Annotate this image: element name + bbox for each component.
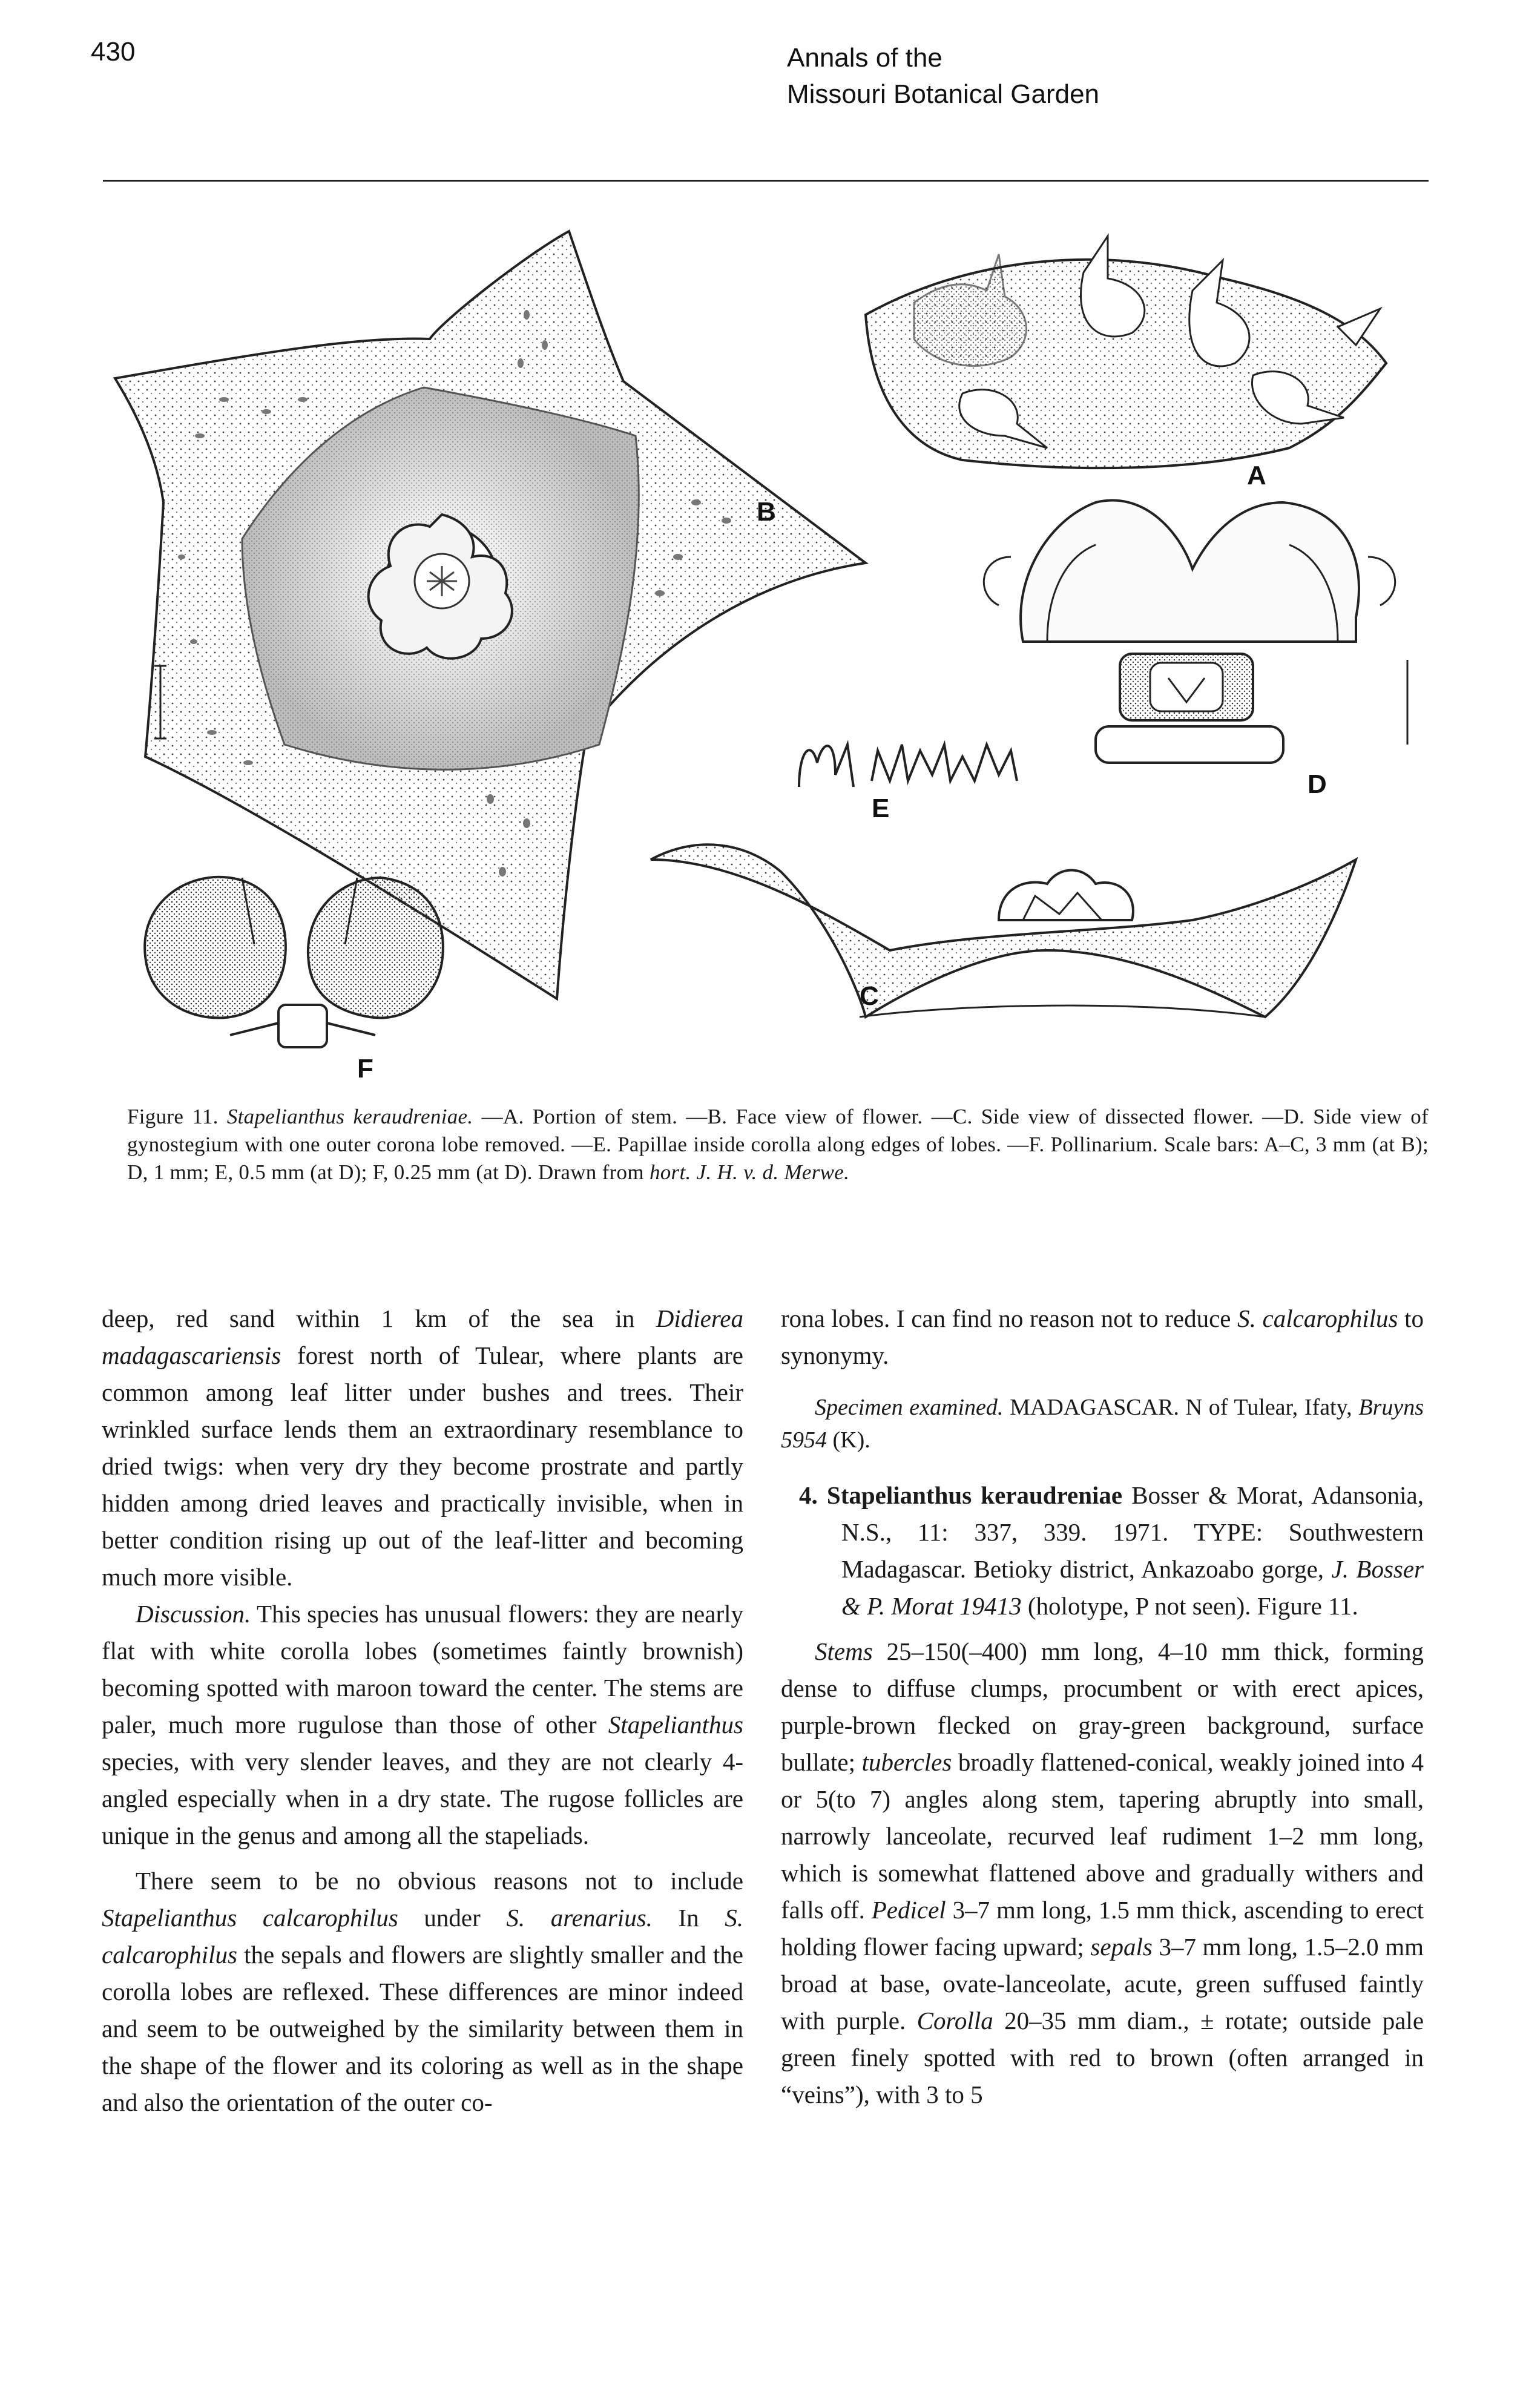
specimen-examined xyxy=(781,1391,1424,1456)
text-run: MADAGASCAR. N of Tulear, Ifaty, xyxy=(1010,1395,1352,1420)
text-run: deep, red sand within 1 km of the sea in xyxy=(102,1304,635,1332)
caption-prefix: Figure 11. xyxy=(127,1105,219,1128)
term: sepals xyxy=(1090,1933,1153,1961)
pollinarium-drawing xyxy=(145,877,443,1047)
figure-caption xyxy=(127,1103,1429,1186)
text-run: Bosser & Morat, Adansonia, N.S., 11: 337, 339. 1971. TYPE: Southwestern Madagascar. Betioky district, Ankazoabo gorge, xyxy=(841,1481,1424,1583)
section-heading: Discussion. xyxy=(136,1600,251,1628)
paragraph xyxy=(102,1863,743,2121)
text-run: the sepals and flowers are slightly smaller and the corolla lobes are reflexed. These differences are minor indeed and seem to be outweighed by the similarity between them in the shape of the flower and its coloring as well as in the shape and also the orientation of the outer co- xyxy=(102,1941,743,2116)
text-run: broadly flattened-conical, weakly joined into 4 or 5(to 7) angles along stem, tapering abruptly into small, narrowly lanceolate, recurved leaf rudiment 1–2 mm long, which is somewhat flattened above and gradually withers and falls off. xyxy=(781,1748,1424,1924)
description-paragraph xyxy=(781,1633,1424,2113)
text-run: (K). xyxy=(832,1427,870,1453)
section-heading: Stems xyxy=(815,1637,873,1665)
text-run: 20–35 mm diam., ± rotate; outside pale green finely spotted with red to brown (often arranged in “veins”), with 3 to 5 xyxy=(781,2007,1424,2108)
journal-title xyxy=(787,40,1099,113)
term: tubercles xyxy=(861,1748,952,1776)
text-run: There seem to be no obvious reasons not to include xyxy=(136,1867,743,1895)
entry-name: Stapelianthus keraudreniae xyxy=(826,1481,1123,1509)
gynostegium-side-view-drawing xyxy=(984,501,1407,763)
figure-label-a: A xyxy=(1247,461,1266,490)
dissected-flower-side-view-drawing xyxy=(651,844,1356,1017)
text-run: species, with very slender leaves, and they are not clearly 4-angled especially when in a dry state. The rugose follicles are unique in the genus and among all the stapeliads. xyxy=(102,1748,743,1849)
text-run: This species has unusual flowers: they are nearly flat with white corolla lobes (sometimes faintly brownish) becoming spotted with maroon toward the center. The stems are paler, much more rugulose than those of other xyxy=(102,1600,743,1739)
text-run: under xyxy=(424,1904,481,1932)
collector: Bruyns 5954 xyxy=(781,1395,1424,1453)
text-run: forest north of Tulear, where plants are common among leaf litter under bushes and trees. Their wrinkled surface lends them an extraordinary resemblance to dried twigs: when very dry they become prostrate and partly hidden among dried leaves and practically invisible, when in better condition rising up out of the leaf-litter and becoming much more visible. xyxy=(102,1341,744,1591)
taxon-name: Stapelianthus calcarophilus xyxy=(102,1904,398,1932)
papillae-drawing xyxy=(799,745,1017,787)
taxon-name: S. calcarophilus xyxy=(102,1904,744,1969)
left-column xyxy=(102,1300,743,2121)
term: Pedicel xyxy=(871,1896,946,1924)
figure-label-f: F xyxy=(357,1054,373,1084)
figure-label-d: D xyxy=(1308,769,1327,799)
caption-text: —A. Portion of stem. —B. Face view of flower. —C. Side view of dissected flower. —D. Side view of gynostegium with one outer corona lobe removed. —E. Papillae inside corolla along edges of lobes. —F. Pollinarium. Scale bars: A–C, 3 mm (at B); D, 1 mm; E, 0.5 mm (at D); F, 0.25 mm (at D). Drawn from xyxy=(127,1105,1429,1184)
taxon-name: Didierea madagascariensis xyxy=(102,1304,744,1369)
text-run: 3–7 mm long, 1.5–2.0 mm broad at base, ovate-lanceolate, acute, green suffused faintly with purple. xyxy=(781,1933,1424,2035)
taxon-name: S. arenarius. xyxy=(506,1904,653,1932)
entry-number: 4. xyxy=(799,1481,818,1509)
paragraph xyxy=(102,1300,743,1596)
text-run: 25–150(–400) mm long, 4–10 mm thick, forming dense to diffuse clumps, procumbent or with erect apices, purple-brown flecked on gray-green background, surface bullate; xyxy=(781,1637,1424,1776)
caption-species: Stapelianthus keraudreniae. xyxy=(226,1105,473,1128)
discussion-paragraph xyxy=(102,1596,743,1854)
figure-label-c: C xyxy=(860,981,879,1011)
text-run: 3–7 mm long, 1.5 mm thick, ascending to erect holding flower facing upward; xyxy=(781,1896,1424,1961)
collector: J. Bosser & P. Morat 19413 xyxy=(841,1555,1424,1620)
text-run: In xyxy=(678,1904,699,1932)
species-entry xyxy=(781,1477,1424,1625)
figure-label-b: B xyxy=(757,497,776,527)
caption-credit: hort. J. H. v. d. Merwe. xyxy=(649,1160,850,1184)
text-run: rona lobes. I can find no reason not to reduce xyxy=(781,1304,1231,1332)
text-run: (holotype, P not seen). Figure 11. xyxy=(1027,1592,1358,1620)
header-rule xyxy=(103,180,1429,182)
term: Corolla xyxy=(916,2007,993,2035)
journal-title-line2: Missouri Botanical Garden xyxy=(787,79,1100,109)
figure-label-e: E xyxy=(872,794,890,823)
section-heading: Specimen examined. xyxy=(815,1395,1004,1420)
text-run: to synonymy. xyxy=(781,1304,1424,1369)
journal-title-line1: Annals of the xyxy=(787,43,942,73)
figure-11-illustration xyxy=(103,218,1429,1090)
taxon-name: Stapelianthus xyxy=(608,1711,744,1739)
taxon-name: S. calcarophilus xyxy=(1237,1304,1398,1332)
page-number: 430 xyxy=(91,37,136,67)
stem-portion-drawing xyxy=(866,236,1386,468)
right-column xyxy=(781,1300,1424,2113)
paragraph xyxy=(781,1300,1424,1374)
